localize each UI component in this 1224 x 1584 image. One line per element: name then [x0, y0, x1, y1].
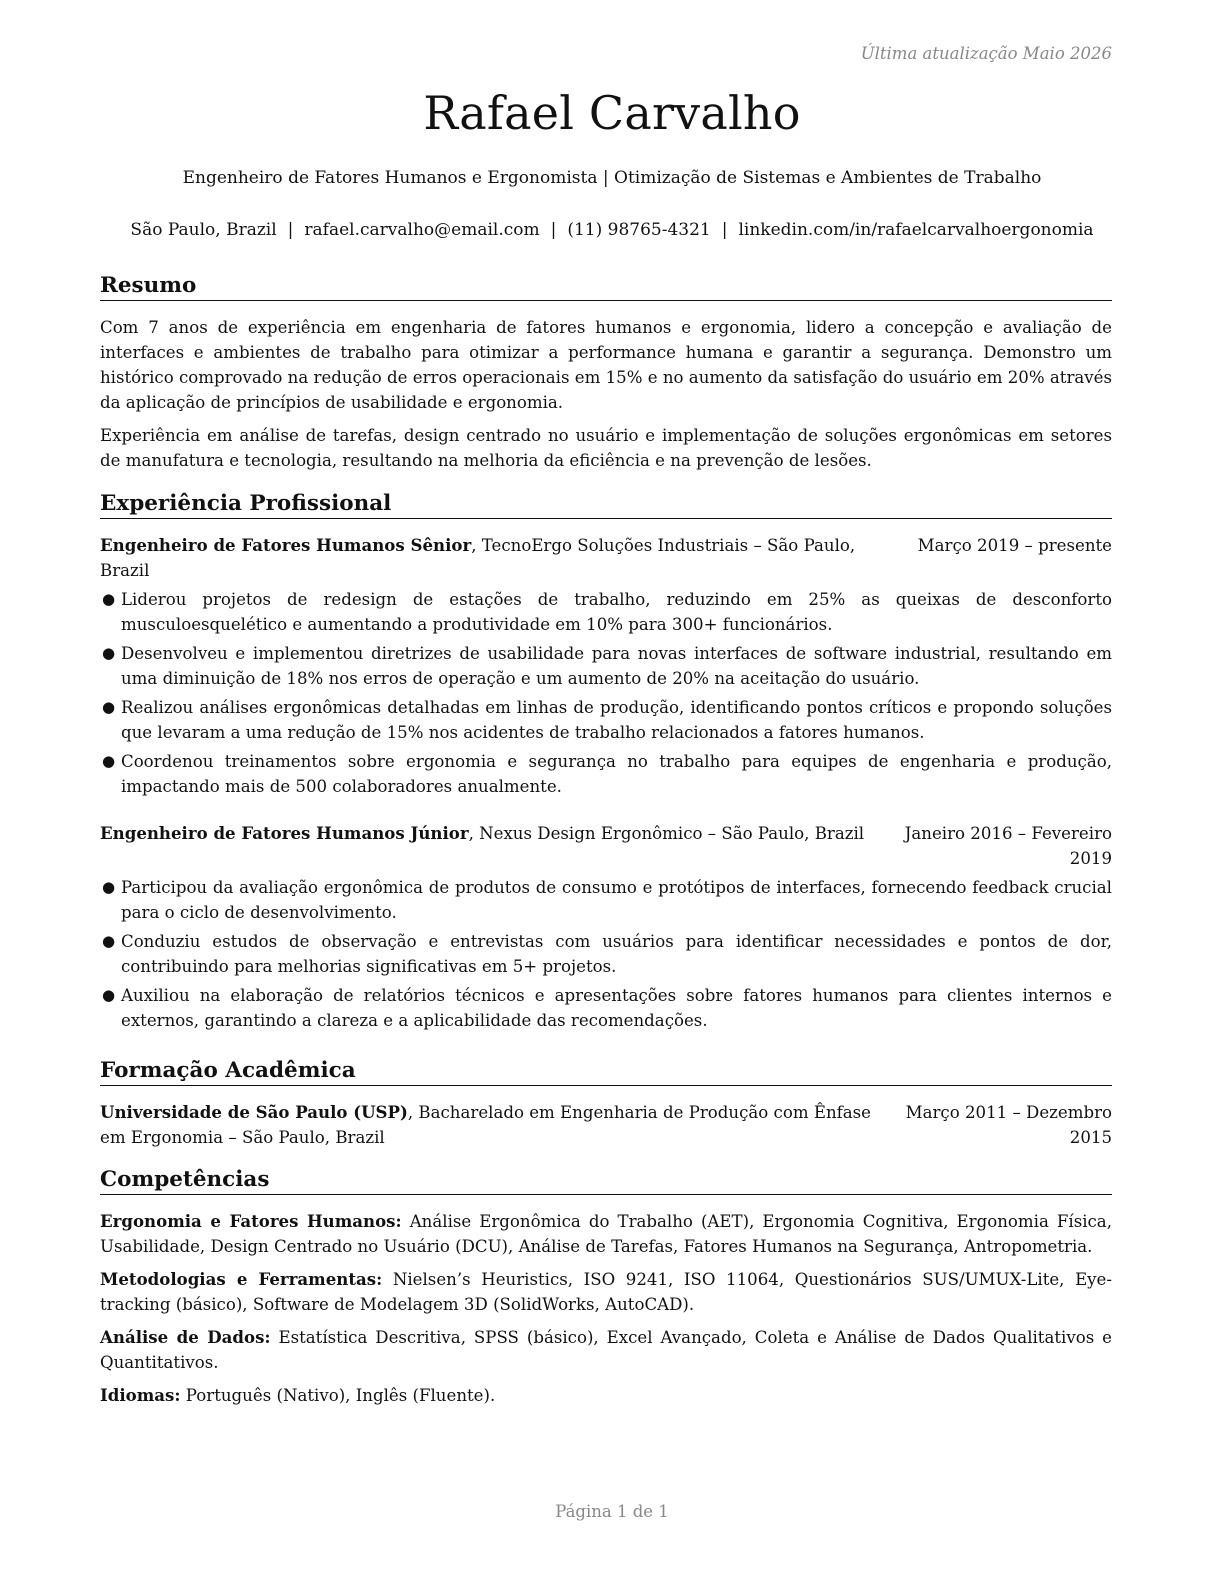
list-item: ● Liderou projetos de redesign de estações de trabalho, reduzindo em 25% as queixas de desconforto musculoesquelético e aumentando a produtividade em 10% para 300+ funcionários.: [100, 587, 1112, 637]
contact-phone: (11) 98765-4321: [567, 220, 711, 240]
skill-group: [100, 1209, 1112, 1259]
experience-section: [100, 490, 1112, 1033]
list-item: ● Auxiliou na elaboração de relatórios técnicos e apresentações sobre fatores humanos para clientes internos e externos, garantindo a clareza e a aplicabilidade das recomendações.: [100, 983, 1112, 1033]
summary-paragraph: Com 7 anos de experiência em engenharia de fatores humanos e ergonomia, lidero a concepção e avaliação de interfaces e ambientes de trabalho para otimizar a performance humana e garantir a segurança. Demonstro um histórico comprovado na redução de erros operacionais em 15% e no aumento da satisfação do usuário em 20% através da aplicação de princípios de usabilidade e ergonomia.: [100, 318, 1112, 412]
job-entry: [100, 533, 1112, 799]
job-bullets: [100, 587, 1112, 799]
section-title: Formação Acadêmica: [100, 1057, 1112, 1086]
bullet-icon: ●: [102, 698, 116, 716]
skill-group: [100, 1267, 1112, 1317]
section-title: Resumo: [100, 272, 1112, 301]
contact-separator: |: [721, 220, 728, 240]
skills-section: [100, 1166, 1112, 1408]
list-item: ● Participou da avaliação ergonômica de produtos de consumo e protótipos de interfaces, fornecendo feedback crucial para o ciclo de desenvolvimento.: [100, 875, 1112, 925]
job-company: , Nexus Design Ergonômico – São Paulo, Brazil: [468, 824, 865, 843]
education-entry: [100, 1100, 1112, 1150]
job-header: [100, 821, 1112, 871]
education-dates: Março 2011 – Dezembro 2015: [905, 1103, 1112, 1147]
candidate-name: Rafael Carvalho: [423, 86, 801, 140]
professional-headline: Engenheiro de Fatores Humanos e Ergonomista | Otimização de Sistemas e Ambientes de Trabalho: [182, 168, 1042, 188]
education-degree: , Bacharelado em Engenharia de Produção com Ênfase em Ergonomia – São Paulo, Brazil: [100, 1103, 872, 1147]
contact-line: [0, 220, 1224, 240]
bullet-icon: ●: [102, 986, 116, 1004]
list-item: ● Realizou análises ergonômicas detalhadas em linhas de produção, identificando pontos críticos e propondo soluções que levaram a uma redução de 15% nos acidentes de trabalho relacionados a fatores humanos.: [100, 695, 1112, 745]
page-number: Página 1 de 1: [555, 1502, 669, 1521]
education-institution: Universidade de São Paulo (USP): [100, 1102, 408, 1122]
contact-separator: |: [550, 220, 557, 240]
skill-label: Análise de Dados:: [100, 1327, 271, 1347]
skill-label: Idiomas:: [100, 1385, 181, 1405]
job-role: Engenheiro de Fatores Humanos Júnior: [100, 823, 469, 843]
skill-text: Nielsen’s Heuristics, ISO 9241, ISO 11064, Questionários SUS/UMUX-Lite, Eye-tracking (básico), Software de Modelagem 3D (SolidWorks, AutoCAD).: [100, 1270, 1112, 1314]
job-dates: Janeiro 2016 – Fevereiro 2019: [904, 824, 1112, 868]
contact-linkedin[interactable]: linkedin.com/in/rafaelcarvalhoergonomia: [738, 220, 1094, 240]
list-item: ● Conduziu estudos de observação e entrevistas com usuários para identificar necessidades e pontos de dor, contribuindo para melhorias significativas em 5+ projetos.: [100, 929, 1112, 979]
summary-paragraph: Experiência em análise de tarefas, design centrado no usuário e implementação de soluções ergonômicas em setores de manufatura e tecnologia, resultando na melhoria da eficiência e na prevenção de lesões.: [100, 426, 1112, 470]
last-updated-note: Última atualização Maio 2026: [860, 44, 1112, 63]
contact-email[interactable]: rafael.carvalho@email.com: [304, 220, 540, 240]
bullet-icon: ●: [102, 590, 116, 608]
list-item: ● Coordenou treinamentos sobre ergonomia e segurança no trabalho para equipes de engenharia e produção, impactando mais de 500 colaboradores anualmente.: [100, 749, 1112, 799]
skill-text: Português (Nativo), Inglês (Fluente).: [180, 1386, 496, 1405]
list-item: ● Desenvolveu e implementou diretrizes de usabilidade para novas interfaces de software industrial, resultando em uma diminuição de 18% nos erros de operação e um aumento de 20% na aceitação do usuário.: [100, 641, 1112, 691]
job-company: , TecnoErgo Soluções Industriais – São Paulo, Brazil: [100, 536, 856, 580]
section-title: Competências: [100, 1166, 1112, 1195]
job-header: [100, 533, 1112, 583]
summary-section: [100, 272, 1112, 473]
bullet-icon: ●: [102, 878, 116, 896]
skill-group: [100, 1325, 1112, 1375]
skill-label: Metodologias e Ferramentas:: [100, 1269, 383, 1289]
job-bullets: [100, 875, 1112, 1033]
section-title: Experiência Profissional: [100, 490, 1112, 519]
bullet-icon: ●: [102, 752, 116, 770]
contact-separator: |: [287, 220, 294, 240]
bullet-icon: ●: [102, 932, 116, 950]
skill-text: Estatística Descritiva, SPSS (básico), Excel Avançado, Coleta e Análise de Dados Qualitativos e Quantitativos.: [100, 1328, 1112, 1372]
job-entry: [100, 821, 1112, 1033]
skill-label: Ergonomia e Fatores Humanos:: [100, 1211, 402, 1231]
job-dates: Março 2019 – presente: [917, 536, 1112, 555]
skill-group: [100, 1383, 1112, 1408]
job-role: Engenheiro de Fatores Humanos Sênior: [100, 535, 472, 555]
contact-location: São Paulo, Brazil: [130, 220, 277, 240]
skill-text: Análise Ergonômica do Trabalho (AET), Ergonomia Cognitiva, Ergonomia Física, Usabilidade, Design Centrado no Usuário (DCU), Análise de Tarefas, Fatores Humanos na Segurança, Antropometria.: [100, 1212, 1112, 1256]
education-section: [100, 1057, 1112, 1150]
bullet-icon: ●: [102, 644, 116, 662]
